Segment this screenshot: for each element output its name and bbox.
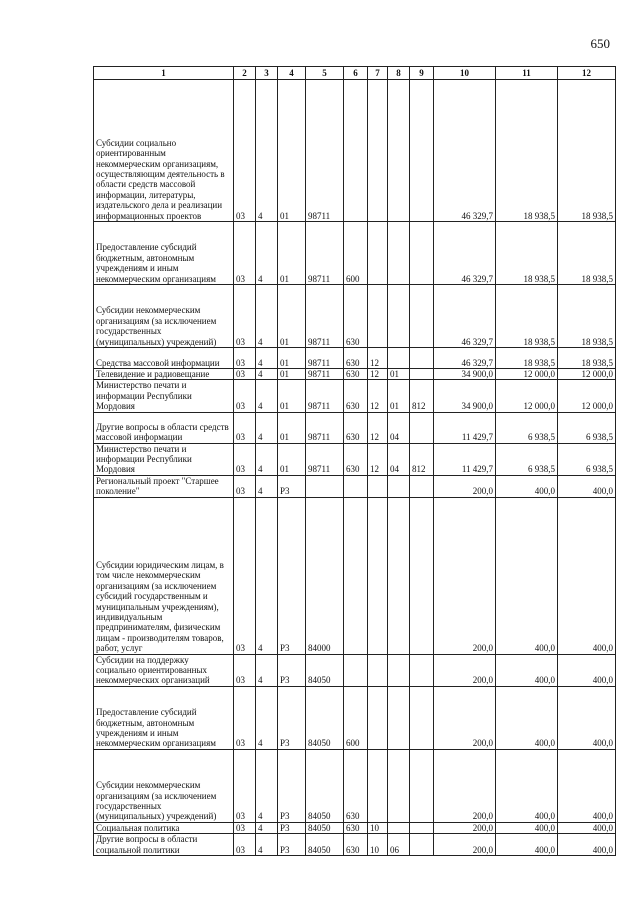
table-cell-col-5: 98711 (306, 285, 344, 348)
column-header: 8 (388, 67, 410, 80)
row-name-cell: Субсидии некоммерческим организациям (за исключением государственных (муниципальных) учреждений) (94, 285, 234, 348)
table-cell-col-3: 4 (256, 475, 278, 497)
table-cell-col-6: 630 (344, 369, 368, 380)
table-cell-col-12: 400,0 (558, 834, 616, 856)
table-cell-col-11: 12 000,0 (496, 369, 558, 380)
table-cell-col-7: 12 (368, 369, 388, 380)
table-cell-col-7 (368, 285, 388, 348)
table-cell-col-7: 12 (368, 443, 388, 475)
table-cell-col-11: 400,0 (496, 654, 558, 686)
column-header: 7 (368, 67, 388, 80)
table-cell-col-7: 12 (368, 348, 388, 369)
table-cell-col-8 (388, 222, 410, 285)
table-cell-col-3: 4 (256, 834, 278, 856)
table-cell-col-11: 6 938,5 (496, 412, 558, 443)
table-cell-col-11: 18 938,5 (496, 222, 558, 285)
table-cell-col-5 (306, 475, 344, 497)
column-header: 9 (410, 67, 434, 80)
row-name-cell: Субсидии на поддержку социально ориентированных некоммерческих организаций (94, 654, 234, 686)
row-name-cell: Средства массовой информации (94, 348, 234, 369)
table-cell-col-2: 03 (234, 654, 256, 686)
table-cell-col-3: 4 (256, 443, 278, 475)
column-header: 2 (234, 67, 256, 80)
table-cell-col-9 (410, 412, 434, 443)
table-cell-col-3: 4 (256, 686, 278, 749)
table-cell-col-8: 01 (388, 369, 410, 380)
table-cell-col-2: 03 (234, 834, 256, 856)
table-cell-col-12: 6 938,5 (558, 443, 616, 475)
table-cell-col-5: 98711 (306, 222, 344, 285)
table-cell-col-5: 84050 (306, 834, 344, 856)
table-cell-col-9 (410, 654, 434, 686)
table-cell-col-9 (410, 348, 434, 369)
table-cell-col-10: 200,0 (434, 749, 496, 822)
table-row (94, 686, 616, 749)
table-cell-col-5: 98711 (306, 348, 344, 369)
table-cell-col-8: 01 (388, 380, 410, 412)
table-cell-col-6 (344, 654, 368, 686)
table-cell-col-6 (344, 475, 368, 497)
table-header-row (94, 67, 616, 80)
table-row (94, 475, 616, 497)
table-cell-col-10: 200,0 (434, 686, 496, 749)
table-cell-col-2: 03 (234, 475, 256, 497)
table-row (94, 749, 616, 822)
table-cell-col-2: 03 (234, 369, 256, 380)
table-cell-col-11: 400,0 (496, 497, 558, 654)
table-cell-col-6: 630 (344, 380, 368, 412)
table-cell-col-12: 6 938,5 (558, 412, 616, 443)
table-cell-col-7 (368, 749, 388, 822)
table-cell-col-2: 03 (234, 497, 256, 654)
table-cell-col-5: 98711 (306, 380, 344, 412)
row-name-cell: Субсидии юридическим лицам, в том числе некоммерческим организациям (за исключением субсидий государственным и муниципальным учреждениям), индивидуальным предпринимателям, физическим лицам - производителям товаров, работ, услуг (94, 497, 234, 654)
table-cell-col-12: 400,0 (558, 654, 616, 686)
table-cell-col-3: 4 (256, 80, 278, 222)
table-cell-col-12: 12 000,0 (558, 380, 616, 412)
table-cell-col-3: 4 (256, 749, 278, 822)
table-cell-col-7 (368, 80, 388, 222)
table-row (94, 80, 616, 222)
table-cell-col-12: 400,0 (558, 822, 616, 833)
table-cell-col-6: 630 (344, 348, 368, 369)
table-cell-col-4: Р3 (278, 654, 306, 686)
table-cell-col-5: 84050 (306, 822, 344, 833)
table-cell-col-12: 400,0 (558, 749, 616, 822)
table-cell-col-8 (388, 749, 410, 822)
table-cell-col-8 (388, 285, 410, 348)
table-cell-col-10: 200,0 (434, 475, 496, 497)
column-header: 5 (306, 67, 344, 80)
table-cell-col-10: 200,0 (434, 654, 496, 686)
table-cell-col-10: 11 429,7 (434, 443, 496, 475)
table-cell-col-10: 46 329,7 (434, 285, 496, 348)
table-cell-col-9 (410, 822, 434, 833)
table-cell-col-9 (410, 497, 434, 654)
table-cell-col-3: 4 (256, 369, 278, 380)
table-cell-col-11: 400,0 (496, 822, 558, 833)
table-cell-col-7: 12 (368, 380, 388, 412)
table-cell-col-6: 630 (344, 749, 368, 822)
row-name-cell: Другие вопросы в области средств массовой информации (94, 412, 234, 443)
table-cell-col-10: 34 900,0 (434, 369, 496, 380)
table-row (94, 834, 616, 856)
row-name-cell: Субсидии социально ориентированным некоммерческим организациям, осуществляющим деятельность в области средств массовой информации, литературы, издательского дела и реализации информационных проектов (94, 80, 234, 222)
table-cell-col-9 (410, 369, 434, 380)
table-cell-col-9 (410, 475, 434, 497)
row-name-cell: Региональный проект "Старшее поколение" (94, 475, 234, 497)
table-cell-col-10: 46 329,7 (434, 80, 496, 222)
table-cell-col-4: 01 (278, 285, 306, 348)
table-cell-col-9 (410, 749, 434, 822)
table-cell-col-10: 200,0 (434, 834, 496, 856)
table-cell-col-3: 4 (256, 285, 278, 348)
table-cell-col-4: Р3 (278, 686, 306, 749)
table-cell-col-8 (388, 686, 410, 749)
table-cell-col-2: 03 (234, 285, 256, 348)
column-header: 4 (278, 67, 306, 80)
column-header: 11 (496, 67, 558, 80)
table-cell-col-12: 400,0 (558, 686, 616, 749)
table-body (94, 80, 616, 856)
table-cell-col-2: 03 (234, 412, 256, 443)
table-row (94, 412, 616, 443)
table-cell-col-10: 34 900,0 (434, 380, 496, 412)
table-cell-col-4: 01 (278, 412, 306, 443)
table-cell-col-12: 400,0 (558, 497, 616, 654)
table-cell-col-10: 200,0 (434, 822, 496, 833)
table-row (94, 369, 616, 380)
table-cell-col-11: 6 938,5 (496, 443, 558, 475)
table-cell-col-12: 400,0 (558, 475, 616, 497)
table-cell-col-4: 01 (278, 222, 306, 285)
table-cell-col-5: 98711 (306, 80, 344, 222)
table-cell-col-6: 630 (344, 822, 368, 833)
table-cell-col-6: 630 (344, 412, 368, 443)
table-cell-col-11: 18 938,5 (496, 80, 558, 222)
table-cell-col-9 (410, 285, 434, 348)
column-header: 10 (434, 67, 496, 80)
table-cell-col-9 (410, 222, 434, 285)
table-cell-col-2: 03 (234, 822, 256, 833)
table-cell-col-8 (388, 497, 410, 654)
table-cell-col-7: 10 (368, 822, 388, 833)
table-cell-col-12: 18 938,5 (558, 80, 616, 222)
row-name-cell: Другие вопросы в области социальной политики (94, 834, 234, 856)
table-row (94, 380, 616, 412)
table-cell-col-3: 4 (256, 412, 278, 443)
table-cell-col-2: 03 (234, 348, 256, 369)
table-cell-col-6: 630 (344, 443, 368, 475)
table-row (94, 222, 616, 285)
table-cell-col-8: 04 (388, 412, 410, 443)
table-cell-col-9: 812 (410, 443, 434, 475)
row-name-cell: Телевидение и радиовещание (94, 369, 234, 380)
table-cell-col-4: Р3 (278, 822, 306, 833)
table-cell-col-5: 84050 (306, 686, 344, 749)
table-cell-col-10: 46 329,7 (434, 348, 496, 369)
table-cell-col-3: 4 (256, 497, 278, 654)
table-cell-col-9 (410, 834, 434, 856)
table-cell-col-7 (368, 497, 388, 654)
table-cell-col-2: 03 (234, 686, 256, 749)
table-cell-col-8 (388, 654, 410, 686)
table-cell-col-8 (388, 80, 410, 222)
table-cell-col-2: 03 (234, 80, 256, 222)
table-cell-col-4: 01 (278, 369, 306, 380)
table-cell-col-8 (388, 475, 410, 497)
table-cell-col-6: 600 (344, 222, 368, 285)
row-name-cell: Министерство печати и информации Республики Мордовия (94, 380, 234, 412)
table-cell-col-3: 4 (256, 380, 278, 412)
table-row (94, 285, 616, 348)
table-cell-col-4: 01 (278, 348, 306, 369)
table-cell-col-11: 12 000,0 (496, 380, 558, 412)
table-cell-col-5: 84050 (306, 654, 344, 686)
table-cell-col-8 (388, 348, 410, 369)
row-name-cell: Министерство печати и информации Республики Мордовия (94, 443, 234, 475)
table-cell-col-7 (368, 475, 388, 497)
column-header: 3 (256, 67, 278, 80)
table-cell-col-4: 01 (278, 443, 306, 475)
table-cell-col-6 (344, 497, 368, 654)
table-cell-col-10: 46 329,7 (434, 222, 496, 285)
table-row (94, 443, 616, 475)
table-cell-col-6 (344, 80, 368, 222)
table-row (94, 497, 616, 654)
table-row (94, 822, 616, 833)
page-number: 650 (590, 36, 610, 51)
table-row (94, 348, 616, 369)
table-cell-col-2: 03 (234, 222, 256, 285)
table-cell-col-7 (368, 222, 388, 285)
table-cell-col-8: 06 (388, 834, 410, 856)
table-cell-col-7 (368, 654, 388, 686)
table-cell-col-8 (388, 822, 410, 833)
column-header: 12 (558, 67, 616, 80)
table-cell-col-10: 200,0 (434, 497, 496, 654)
table-cell-col-7 (368, 686, 388, 749)
table-cell-col-11: 18 938,5 (496, 285, 558, 348)
table-cell-col-5: 98711 (306, 369, 344, 380)
table-cell-col-11: 18 938,5 (496, 348, 558, 369)
table-cell-col-7: 12 (368, 412, 388, 443)
table-cell-col-3: 4 (256, 654, 278, 686)
table-cell-col-2: 03 (234, 749, 256, 822)
table-cell-col-4: 01 (278, 80, 306, 222)
table-cell-col-6: 630 (344, 834, 368, 856)
budget-table (93, 66, 616, 856)
column-header: 1 (94, 67, 234, 80)
table-cell-col-11: 400,0 (496, 749, 558, 822)
table-cell-col-4: Р3 (278, 834, 306, 856)
row-name-cell: Субсидии некоммерческим организациям (за исключением государственных (муниципальных) учреждений) (94, 749, 234, 822)
table-cell-col-9 (410, 686, 434, 749)
table-cell-col-9: 812 (410, 380, 434, 412)
table-cell-col-11: 400,0 (496, 834, 558, 856)
table-cell-col-5: 98711 (306, 412, 344, 443)
table-cell-col-12: 18 938,5 (558, 348, 616, 369)
table-cell-col-12: 12 000,0 (558, 369, 616, 380)
table-cell-col-5: 84000 (306, 497, 344, 654)
table-cell-col-2: 03 (234, 380, 256, 412)
row-name-cell: Предоставление субсидий бюджетным, автономным учреждениям и иным некоммерческим организациям (94, 686, 234, 749)
table-cell-col-4: 01 (278, 380, 306, 412)
table-cell-col-11: 400,0 (496, 475, 558, 497)
table-cell-col-9 (410, 80, 434, 222)
table-cell-col-11: 400,0 (496, 686, 558, 749)
table-cell-col-12: 18 938,5 (558, 222, 616, 285)
table-cell-col-7: 10 (368, 834, 388, 856)
table-cell-col-3: 4 (256, 348, 278, 369)
table-row (94, 654, 616, 686)
table-cell-col-12: 18 938,5 (558, 285, 616, 348)
table-cell-col-3: 4 (256, 822, 278, 833)
table-cell-col-10: 11 429,7 (434, 412, 496, 443)
table-cell-col-4: Р3 (278, 749, 306, 822)
table-cell-col-3: 4 (256, 222, 278, 285)
table-cell-col-8: 04 (388, 443, 410, 475)
table-cell-col-4: Р3 (278, 475, 306, 497)
table-cell-col-5: 98711 (306, 443, 344, 475)
row-name-cell: Предоставление субсидий бюджетным, автономным учреждениям и иным некоммерческим организациям (94, 222, 234, 285)
table-cell-col-2: 03 (234, 443, 256, 475)
table-cell-col-6: 600 (344, 686, 368, 749)
table-cell-col-4: Р3 (278, 497, 306, 654)
column-header: 6 (344, 67, 368, 80)
row-name-cell: Социальная политика (94, 822, 234, 833)
table-cell-col-6: 630 (344, 285, 368, 348)
table-cell-col-5: 84050 (306, 749, 344, 822)
